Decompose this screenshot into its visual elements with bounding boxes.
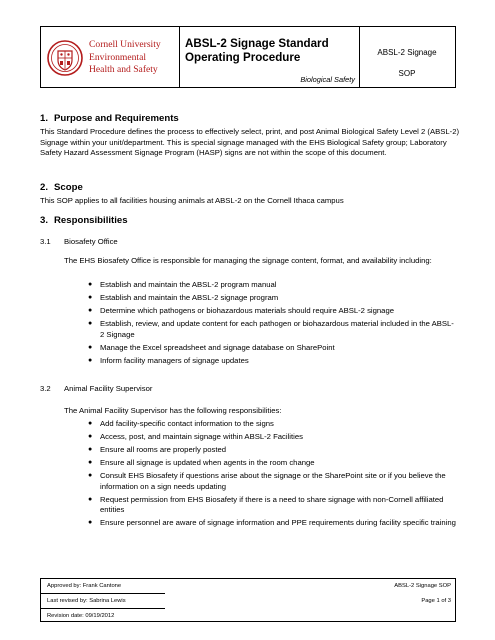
bullet-icon: ● [88,519,93,527]
list-item: ● Ensure all rooms are properly posted [88,444,227,454]
bullet-icon: ● [88,293,93,301]
cornell-seal-icon [47,37,83,79]
section-heading-scope [40,182,83,193]
bullet-icon: ● [88,343,93,351]
bullet-icon: ● [88,420,93,427]
footer-document-name: ABSL-2 Signage SOP [394,583,451,589]
subsection-title: Animal Facility Supervisor [64,384,153,393]
footer-divider [41,608,165,609]
bullet-icon: ● [88,319,93,327]
section-text-purpose: This Standard Procedure defines the process to effectively select, print, and post Animal Biological Safety Level 2 (ABSL-2) Signage within your unit/department. This is special signage managed with the EHS Biological Safety group; Laboratory Safety Hazard Assessment Signage Program (HASP) signs are not within the scope of this document. [40,127,460,158]
footer-page-number: Page 1 of 3 [421,598,451,604]
section-heading-purpose [40,113,179,124]
section-title: Scope [54,182,83,193]
list-item: ● Add facility-specific contact information to the signs [88,419,274,428]
section-text-scope: This SOP applies to all facilities housing animals at ABSL-2 on the Cornell Ithaca campus [40,196,344,205]
logo-line-environmental: Environmental [89,51,147,63]
subsection-intro-animal-facility-supervisor: The Animal Facility Supervisor has the following responsibilities: [64,406,282,415]
list-item: ● Manage the Excel spreadsheet and signage database on SharePoint [88,342,335,352]
section-heading-responsibilities [40,215,128,226]
subsection-title: Biosafety Office [64,237,118,246]
footer-last-revised-by: Last revised by: Sabrina Lewis [47,598,126,604]
document-category: Biological Safety [300,75,355,84]
bullet-list-animal-facility-supervisor [88,419,456,531]
list-item: ● Ensure all signage is updated when agents in the room change [88,457,315,467]
footer-approved-by: Approved by: Frank Cantone [47,583,122,589]
section-title: Responsibilities [54,215,128,226]
list-item: ● Ensure personnel are aware of signage information and PPE requirements during facility specific training [88,518,456,528]
header-id-cell [359,27,455,87]
cornell-ehs-logo [47,37,177,79]
section-number: 3. [40,215,49,226]
bullet-icon: ● [88,281,93,288]
subsection-heading-biosafety-office [40,237,118,246]
footer-revision-date: Revision date: 09/19/2012 [47,613,115,619]
list-item: ● Consult EHS Biosafety if questions arise about the signage or the SharePoint site or if you believe the information on a sign needs updating [88,470,446,491]
logo-line-university: Cornell University [89,39,161,50]
bullet-icon: ● [88,445,93,453]
bullet-icon: ● [88,432,93,440]
section-number: 2. [40,182,49,193]
bullet-icon: ● [88,458,93,466]
list-item: ● Inform facility managers of signage updates [88,355,249,365]
section-title: Purpose and Requirements [54,113,179,124]
header-table [40,26,456,88]
subsection-intro-biosafety-office: The EHS Biosafety Office is responsible for managing the signage content, format, and availability including: [64,256,432,265]
list-item: ● Establish and maintain the ABSL-2 signage program [88,292,279,302]
section-number: 1. [40,113,49,124]
document-title: ABSL-2 Signage Standard Operating Procedure [185,37,329,64]
bullet-icon: ● [88,356,93,364]
subsection-number: 3.1 [40,237,51,246]
list-item: ● Request permission from EHS Biosafety if there is a need to share signage with non-Cornell affiliated entities [88,494,444,515]
bullet-icon: ● [88,495,93,503]
logo-wordmark [89,39,161,77]
header-logo-cell [41,27,180,87]
footer-divider [41,593,165,594]
list-item: ● Establish, review, and update content for each pathogen or biohazardous material included in the ABSL-2 Signage [88,318,454,339]
bullet-icon: ● [88,471,93,479]
header-title-cell [179,27,360,87]
subsection-heading-animal-facility-supervisor [40,384,152,393]
bullet-list-biosafety-office [88,280,456,369]
list-item: ● Establish and maintain the ABSL-2 program manual [88,280,277,289]
footer-table [40,578,456,622]
logo-line-health-safety: Health and Safety [89,64,158,75]
document-type: SOP [398,69,416,78]
bullet-icon: ● [88,306,93,314]
document-id: ABSL-2 Signage [377,48,437,57]
list-item: ● Access, post, and maintain signage within ABSL-2 Facilities [88,431,303,441]
subsection-number: 3.2 [40,384,51,393]
list-item: ● Determine which pathogens or biohazardous materials should require ABSL-2 signage [88,305,395,315]
